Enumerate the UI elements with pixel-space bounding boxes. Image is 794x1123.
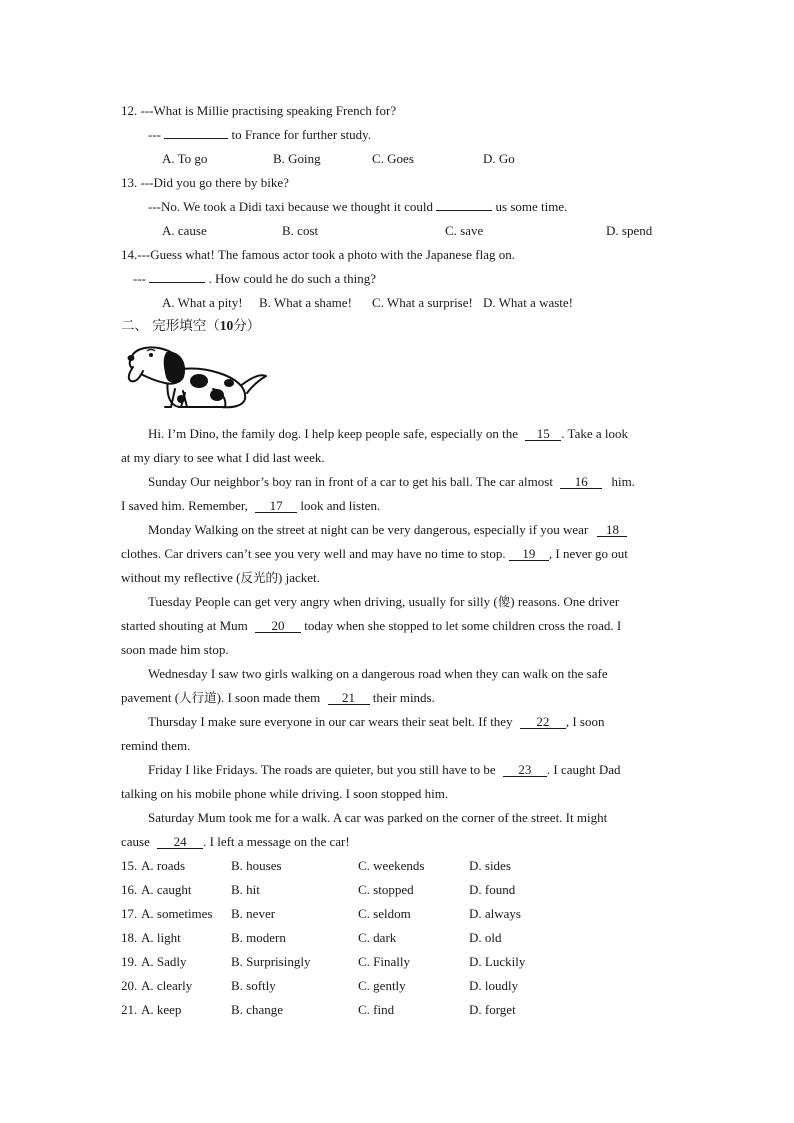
cloze-option-d[interactable]: D. always	[469, 906, 521, 921]
question-number: 14.	[121, 247, 138, 262]
cloze-option-b[interactable]: B. houses	[231, 858, 282, 873]
cloze-option-a[interactable]: A. roads	[141, 858, 186, 873]
question-14	[121, 247, 515, 263]
section-score: 10	[219, 318, 234, 333]
cloze-option-c[interactable]: C. gently	[358, 978, 406, 993]
option-14-c[interactable]: C. What a surprise!	[372, 295, 473, 310]
blank-22[interactable]: 22	[520, 715, 566, 729]
passage-p2-line1: Sunday Our neighbor’s boy ran in front of a car to get his ball. The car almost 16 him.	[148, 474, 635, 489]
cloze-option-d[interactable]: D. found	[469, 882, 516, 897]
cloze-option-number: 21.	[121, 1002, 138, 1017]
cloze-option-d[interactable]: D. forget	[469, 1002, 516, 1017]
passage-p4-line1: Tuesday People can get very angry when driving, usually for silly (傻) reasons. One driver	[148, 594, 620, 609]
blank-21[interactable]: 21	[328, 691, 370, 705]
passage-p6-line2: remind them.	[121, 738, 191, 753]
passage-p4-line3: soon made him stop.	[121, 642, 229, 657]
passage-p8-line1: Saturday Mum took me for a walk. A car was parked on the corner of the street. It might	[148, 810, 608, 825]
question-text: ---Did you go there by bike?	[137, 175, 289, 190]
question-text: ---What is Millie practising speaking French for?	[137, 103, 397, 118]
cloze-option-number: 20.	[121, 978, 138, 993]
passage-p5-line1: Wednesday I saw two girls walking on a dangerous road when they can walk on the safe	[148, 666, 608, 681]
passage-p1-line1: Hi. I’m Dino, the family dog. I help keep people safe, especially on the 15 . Take a look	[148, 426, 629, 441]
blank-16[interactable]: 16	[560, 475, 602, 489]
cloze-option-b[interactable]: B. hit	[231, 882, 260, 897]
cloze-option-d[interactable]: D. Luckily	[469, 954, 526, 969]
cloze-option-c[interactable]: C. stopped	[358, 882, 414, 897]
dog-illustration	[121, 343, 271, 411]
blank-24[interactable]: 24	[157, 835, 203, 849]
cloze-option-c[interactable]: C. weekends	[358, 858, 425, 873]
passage-p8-line2: cause 24 . I left a message on the car!	[121, 834, 350, 849]
option-13-b[interactable]: B. cost	[282, 223, 319, 238]
answer-line-13	[148, 199, 567, 215]
passage-p7-line1: Friday I like Fridays. The roads are quieter, but you still have to be 23 . I caught Dad	[148, 762, 621, 777]
section-title: 二、 完形填空（10分）	[121, 318, 261, 334]
cloze-option-d[interactable]: D. old	[469, 930, 502, 945]
blank-18[interactable]: 18	[597, 523, 627, 537]
question-text: ---Guess what! The famous actor took a photo with the Japanese flag on.	[137, 247, 515, 262]
cloze-option-b[interactable]: B. Surprisingly	[231, 954, 311, 969]
option-12-a[interactable]: A. To go	[162, 151, 208, 166]
passage-p3-line3: without my reflective (反光的) jacket.	[121, 570, 320, 585]
option-13-d[interactable]: D. spend	[606, 223, 653, 238]
blank-17[interactable]: 17	[255, 499, 297, 513]
cloze-option-a[interactable]: A. sometimes	[141, 906, 213, 921]
blank-20[interactable]: 20	[255, 619, 301, 633]
cloze-option-a[interactable]: A. caught	[141, 882, 192, 897]
answer-blank[interactable]	[149, 282, 205, 283]
cloze-option-number: 16.	[121, 882, 138, 897]
passage-p2-line2: I saved him. Remember, 17 look and listen.	[121, 498, 381, 513]
option-12-c[interactable]: C. Goes	[372, 151, 414, 166]
cloze-option-b[interactable]: B. never	[231, 906, 276, 921]
passage-p7-line2: talking on his mobile phone while driving. I soon stopped him.	[121, 786, 449, 801]
option-14-d[interactable]: D. What a waste!	[483, 295, 574, 310]
option-12-b[interactable]: B. Going	[273, 151, 321, 166]
cloze-option-a[interactable]: A. keep	[141, 1002, 182, 1017]
question-12	[121, 103, 396, 119]
passage-p5-line2: pavement (人行道). I soon made them 21 their minds.	[121, 690, 435, 705]
passage-p3-line2: clothes. Car drivers can’t see you very well and may have no time to stop. 19 , I never go out	[121, 546, 628, 561]
cloze-option-d[interactable]: D. loudly	[469, 978, 519, 993]
option-13-a[interactable]: A. cause	[162, 223, 207, 238]
passage-p3-line1: Monday Walking on the street at night can be very dangerous, especially if you wear 18	[148, 522, 627, 538]
answer-prefix: ---	[148, 127, 165, 142]
question-number: 12.	[121, 103, 138, 118]
passage-p4-line2: started shouting at Mum 20 today when she stopped to let some children cross the road. I	[121, 618, 622, 633]
cloze-option-a[interactable]: A. light	[141, 930, 181, 945]
answer-blank[interactable]	[436, 210, 492, 211]
cloze-option-b[interactable]: B. change	[231, 1002, 283, 1017]
passage-p1-line2: at my diary to see what I did last week.	[121, 450, 325, 465]
cloze-option-d[interactable]: D. sides	[469, 858, 511, 873]
option-13-c[interactable]: C. save	[445, 223, 484, 238]
blank-19[interactable]: 19	[509, 547, 549, 561]
question-number: 13.	[121, 175, 138, 190]
cloze-option-c[interactable]: C. seldom	[358, 906, 411, 921]
option-14-a[interactable]: A. What a pity!	[162, 295, 243, 310]
cloze-option-c[interactable]: C. find	[358, 1002, 395, 1017]
answer-suffix: . How could he do such a thing?	[205, 271, 377, 286]
answer-suffix: us some time.	[492, 199, 568, 214]
question-13	[121, 175, 289, 191]
cloze-option-a[interactable]: A. Sadly	[141, 954, 187, 969]
cloze-option-c[interactable]: C. dark	[358, 930, 397, 945]
option-14-b[interactable]: B. What a shame!	[259, 295, 352, 310]
cloze-option-c[interactable]: C. Finally	[358, 954, 411, 969]
option-12-d[interactable]: D. Go	[483, 151, 515, 166]
cloze-option-number: 19.	[121, 954, 138, 969]
answer-prefix: ---	[133, 271, 150, 286]
cloze-option-number: 18.	[121, 930, 138, 945]
cloze-option-a[interactable]: A. clearly	[141, 978, 193, 993]
cloze-option-number: 17.	[121, 906, 138, 921]
answer-line-14	[133, 271, 376, 287]
answer-line-12	[148, 127, 371, 143]
answer-prefix: ---No. We took a Didi taxi because we thought it could	[148, 199, 437, 214]
passage-p6-line1: Thursday I make sure everyone in our car wears their seat belt. If they 22 , I soon	[148, 714, 605, 729]
blank-23[interactable]: 23	[503, 763, 547, 777]
answer-blank[interactable]	[164, 138, 228, 139]
answer-suffix: to France for further study.	[228, 127, 372, 142]
cloze-option-number: 15.	[121, 858, 138, 873]
cloze-option-b[interactable]: B. softly	[231, 978, 276, 993]
blank-15[interactable]: 15	[525, 427, 561, 441]
cloze-option-b[interactable]: B. modern	[231, 930, 286, 945]
